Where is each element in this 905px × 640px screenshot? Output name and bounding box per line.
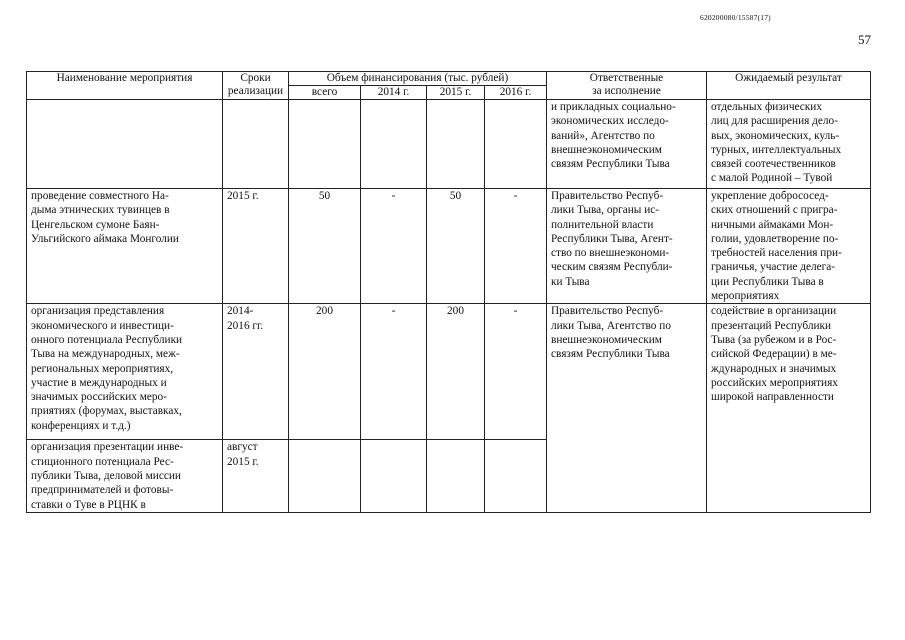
y2015-cell <box>427 440 485 513</box>
y2014-cell <box>361 100 427 189</box>
header-2015: 2015 г. <box>427 86 485 100</box>
total-cell: 50 <box>289 189 361 304</box>
total-cell: 200 <box>289 304 361 440</box>
y2016-cell <box>485 100 547 189</box>
term-cell <box>223 100 289 189</box>
result-cell: укрепление добрососед- ских отношений с пригра- ничными аймаками Мон- голии, удовлетворение по- требностей населения при- граничья, участие делега- ции Республики Тыва в мероприятиях <box>707 189 871 304</box>
result-cell: отдельных физических лиц для расширения дело- вых, экономических, куль- турных, интеллектуальных связей соотечественников с малой Родиной – Тувой <box>707 100 871 189</box>
header-funding: Объем финансирования (тыс. рублей) <box>289 72 547 86</box>
event-name-cell: проведение совместного На- дыма этнических тувинцев в Ценгельском сумоне Баян- Ульгийского аймака Монголии <box>27 189 223 304</box>
term-cell: август 2015 г. <box>223 440 289 513</box>
total-cell <box>289 440 361 513</box>
table-row <box>27 304 871 440</box>
y2016-cell <box>485 440 547 513</box>
y2015-cell <box>427 100 485 189</box>
responsible-cell: Правительство Респуб- лики Тыва, органы ис- полнительной власти Республики Тыва, Агент- ство по внешнеэкономи- ческим связям Республи- ки Тыва <box>547 189 707 304</box>
term-cell: 2014- 2016 гг. <box>223 304 289 440</box>
term-cell: 2015 г. <box>223 189 289 304</box>
table-row <box>27 189 871 304</box>
event-name-cell: организация презентации инве- стиционного потенциала Рес- публики Тыва, деловой миссии предпринимателей и фотовы- ставки о Туве в РЦНК в <box>27 440 223 513</box>
y2014-cell: - <box>361 189 427 304</box>
header-total: всего <box>289 86 361 100</box>
header-2014: 2014 г. <box>361 86 427 100</box>
header-name: Наименование мероприятия <box>27 72 223 100</box>
y2015-cell: 200 <box>427 304 485 440</box>
header-terms: Сроки реализации <box>223 72 289 100</box>
result-cell: содействие в организации презентаций Республики Тыва (за рубежом и в Рос- сийской Федерации) в ме- ждународных и значимых российских мероприятиях широкой направленности <box>707 304 871 513</box>
y2014-cell <box>361 440 427 513</box>
responsible-cell: и прикладных социально- экономических исследо- ваний», Агентство по внешнеэкономическим связям Республики Тыва <box>547 100 707 189</box>
total-cell <box>289 100 361 189</box>
y2016-cell: - <box>485 189 547 304</box>
page-number: 57 <box>858 32 871 47</box>
header-responsible: Ответственные за исполнение <box>547 72 707 100</box>
y2015-cell: 50 <box>427 189 485 304</box>
responsible-cell: Правительство Респуб- лики Тыва, Агентство по внешнеэкономическим связям Республики Тыва <box>547 304 707 513</box>
document-code: 620200080/15587(17) <box>700 13 771 22</box>
header-row-1 <box>27 72 871 86</box>
events-table <box>26 71 871 513</box>
event-name-cell: организация представления экономического и инвестици- онного потенциала Республики Тыва на международных, меж- региональных мероприятиях, участие в международных и значимых российских меро- приятиях (форумах, выставках, конференциях и т.д.) <box>27 304 223 440</box>
y2016-cell: - <box>485 304 547 440</box>
event-name-cell <box>27 100 223 189</box>
table-row <box>27 100 871 189</box>
header-2016: 2016 г. <box>485 86 547 100</box>
y2014-cell: - <box>361 304 427 440</box>
header-result: Ожидаемый результат <box>707 72 871 100</box>
